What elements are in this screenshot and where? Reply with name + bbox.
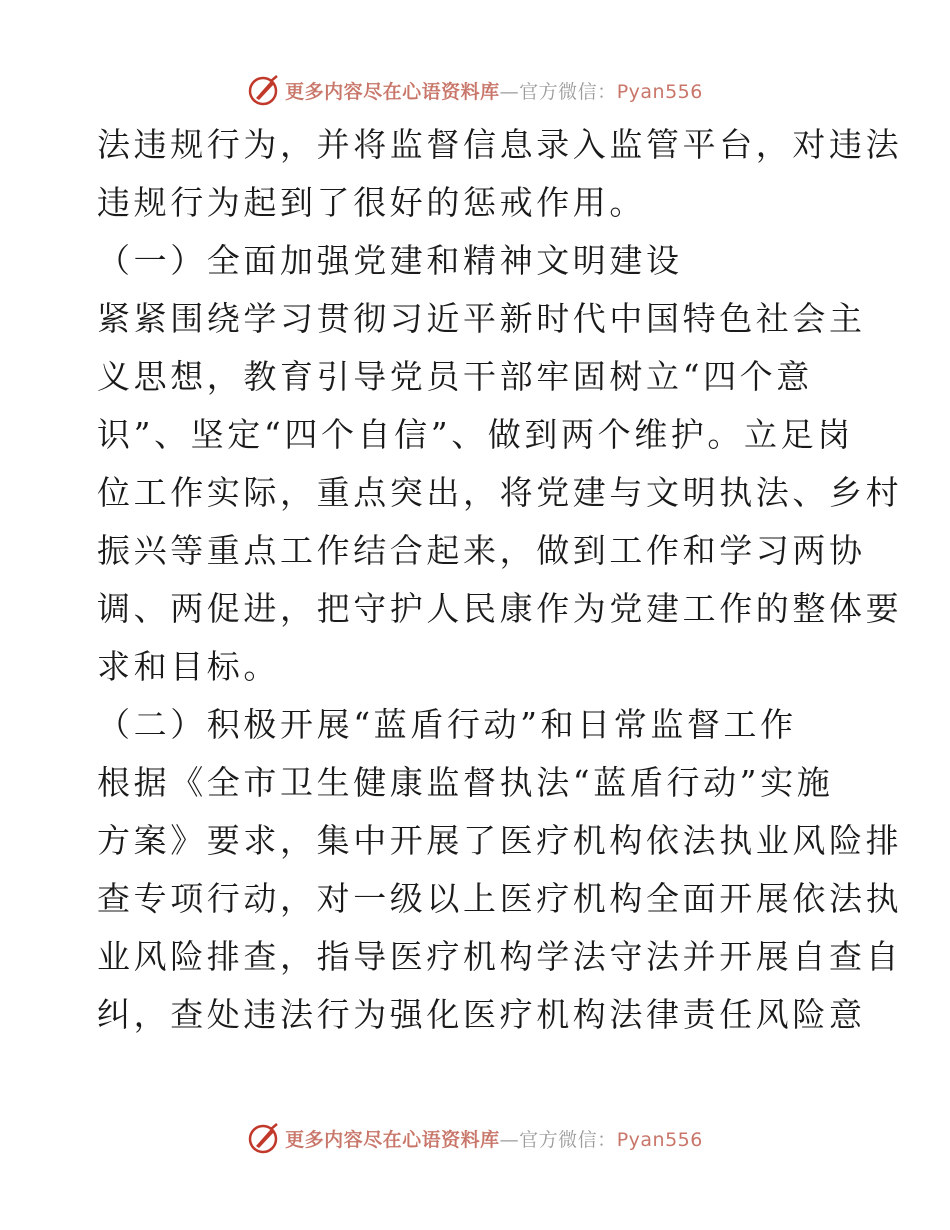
watermark-main: 更多内容尽在心语资料库 (285, 1128, 500, 1151)
text-line: 违规行为起到了很好的惩戒作用。 (97, 183, 646, 222)
text-line: 紧紧围绕学习贯彻习近平新时代中国特色社会主 (97, 299, 866, 338)
watermark-header (0, 70, 950, 110)
watermark-account: Pyan556 (616, 80, 703, 103)
quill-logo-icon (247, 1121, 281, 1155)
text-line: 查专项行动，对一级以上医疗机构全面开展依法执 (97, 879, 903, 918)
section-heading-1: （一）全面加强党建和精神文明建设 (97, 241, 683, 280)
watermark-dash: — (499, 1128, 520, 1151)
text-line: 振兴等重点工作结合起来，做到工作和学习两协 (97, 531, 866, 570)
watermark-account: Pyan556 (616, 1128, 703, 1151)
watermark-main: 更多内容尽在心语资料库 (285, 80, 500, 103)
watermark-footer (0, 1118, 950, 1158)
text-line: 根据《全市卫生健康监督执法“蓝盾行动”实施 (97, 763, 834, 802)
text-line: 位工作实际，重点突出，将党建与文明执法、乡村 (97, 473, 903, 512)
document-body (97, 116, 903, 1044)
watermark-dash: — (499, 80, 520, 103)
watermark-text (285, 1125, 703, 1152)
section-heading-2: （二）积极开展“蓝盾行动”和日常监督工作 (97, 705, 797, 744)
watermark-text (285, 77, 703, 104)
text-line: 调、两促进，把守护人民康作为党建工作的整体要 (97, 589, 903, 628)
text-line: 方案》要求，集中开展了医疗机构依法执业风险排 (97, 821, 903, 860)
text-line: 法违规行为，并将监督信息录入监管平台，对违法 (97, 125, 903, 164)
watermark-sub: 官方微信： (519, 1128, 617, 1151)
text-line: 业风险排查，指导医疗机构学法守法并开展自查自 (97, 937, 903, 976)
text-line: 纠，查处违法行为强化医疗机构法律责任风险意 (97, 995, 866, 1034)
text-line: 义思想，教育引导党员干部牢固树立“四个意 (97, 357, 813, 396)
watermark-sub: 官方微信： (519, 80, 617, 103)
quill-logo-icon (247, 73, 281, 107)
text-line: 求和目标。 (97, 647, 280, 686)
text-line: 识”、坚定“四个自信”、做到两个维护。立足岗 (97, 415, 854, 454)
